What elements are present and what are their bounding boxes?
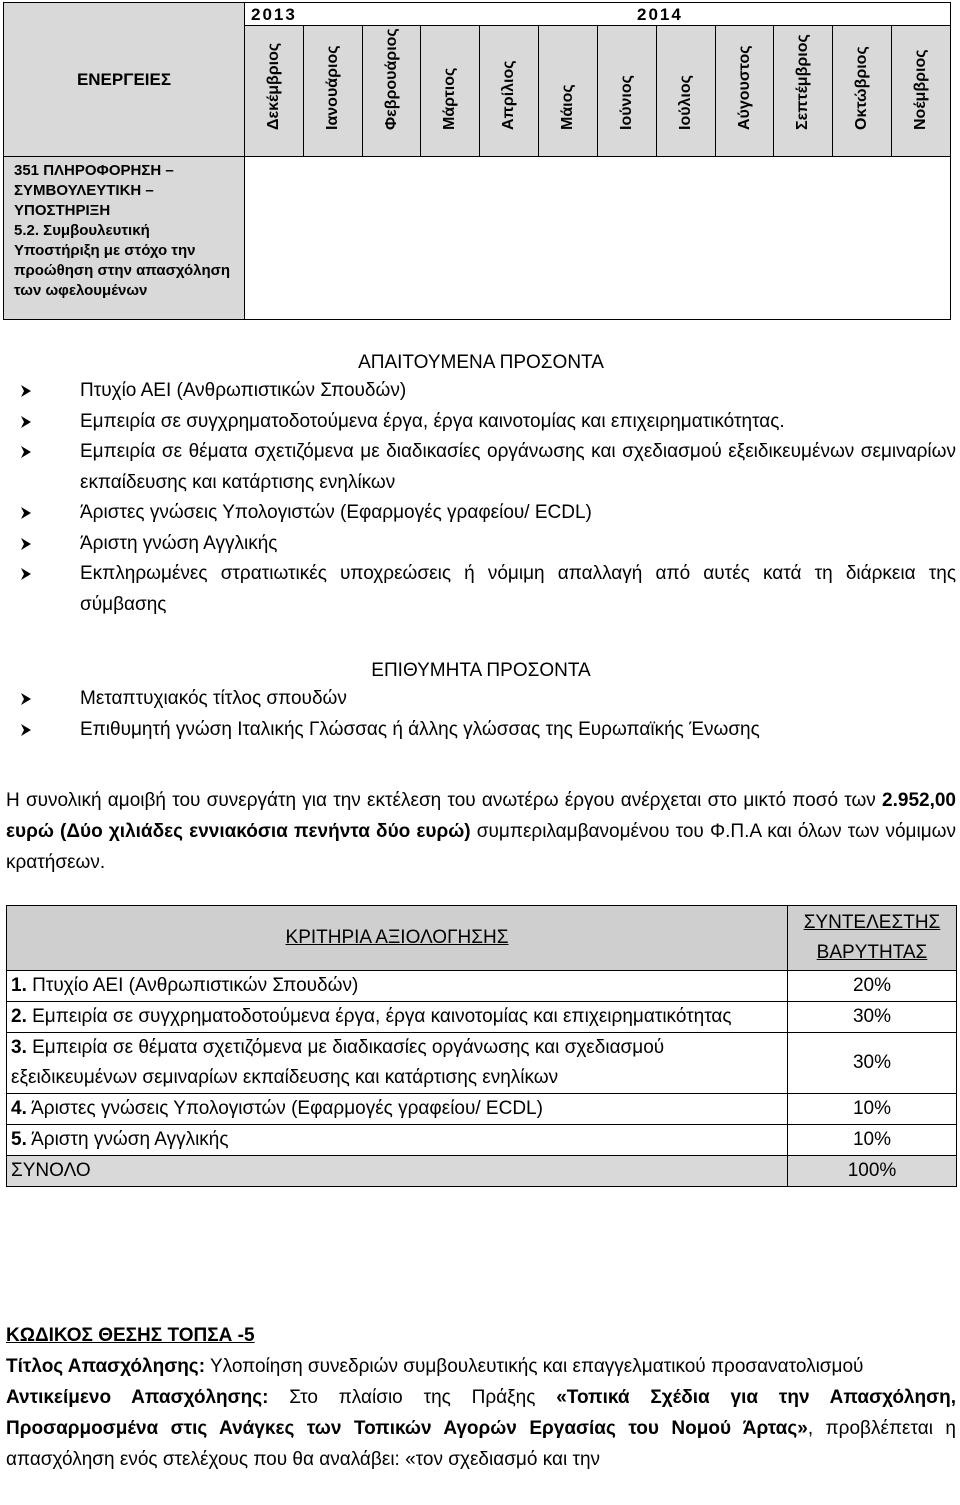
list-item: Άριστη γνώση Αγγλικής [6,529,956,560]
activity-description: 5.2. Συμβουλευτική Υποστήριξη με στόχο την προώθηση στην απασχόληση των ωφελουμένων [14,222,231,299]
desired-section [6,660,956,745]
table-row: 1. Πτυχίο ΑΕΙ (Ανθρωπιστικών Σπουδών) 20% [7,971,957,1002]
list-item: Πτυχίο ΑΕΙ (Ανθρωπιστικών Σπουδών) [6,376,956,407]
activities-header: ΕΝΕΡΓΕΙΕΣ [4,3,245,157]
desired-title: ΕΠΙΘΥΜΗΤΑ ΠΡΟΣΟΝΤΑ [371,660,591,681]
list-item: Εκπληρωμένες στρατιωτικές υποχρεώσεις ή νόμιμη απαλλαγή από αυτές κατά τη διάρκεια της σύμβασης [6,559,956,620]
list-item: Μεταπτυχιακός τίτλος σπουδών [6,684,956,715]
month-header: Οκτώβριος [833,26,892,157]
list-item: Εμπειρία σε θέματα σχετιζόμενα με διαδικασίες οργάνωσης και σχεδιασμού εξειδικευμένων σεμιναρίων εκπαίδευσης και κατάρτισης ενηλίκων [6,437,956,498]
position-code: ΚΩΔΙΚΟΣ ΘΕΣΗΣ ΤΟΠΣΑ -5 [6,1325,255,1346]
month-header: Ιούλιος [656,26,715,157]
total-row [7,1156,957,1187]
year-2014: 2014 [637,5,683,24]
activity-cell [4,157,245,320]
month-header: Ιανουάριος [303,26,362,157]
position-title: Τίτλος Απασχόλησης: Υλοποίηση συνεδριών συμβουλευτικής και επαγγελματικού προσανατολισμού [6,1356,864,1377]
arrow-bullet-icon [20,385,32,397]
position-section [6,1320,956,1475]
arrow-bullet-icon [20,693,32,705]
month-header: Νοέμβριος [892,26,951,157]
table-row: 5. Άριστη γνώση Αγγλικής 10% [7,1125,957,1156]
arrow-bullet-icon [20,416,32,428]
list-item: Εμπειρία σε συγχρηματοδοτούμενα έργα, έργα καινοτομίας και επιχειρηματικότητας. [6,407,956,438]
fee-amount: 2.952,00 ευρώ (Δύο χιλιάδες εννιακόσια πενήντα δύο ευρώ) [6,790,956,842]
fee-paragraph: Η συνολική αμοιβή του συνεργάτη για την εκτέλεση του ανωτέρω έργου ανέρχεται στο μικτό ποσό των 2.952,00 ευρώ (Δύο χιλιάδες εννιακόσια πενήντα δύο ευρώ) συμπεριλαμβανομένου του Φ.Π.Α και όλων των νόμιμων κρατήσεων. [6,790,956,873]
arrow-bullet-icon [20,507,32,519]
list-item: Άριστες γνώσεις Υπολογιστών (Εφαρμογές γραφείου/ ECDL) [6,498,956,529]
month-header: Σεπτέμβριος [774,26,833,157]
arrow-bullet-icon [20,724,32,736]
month-header: Δεκέμβριος [245,26,304,157]
timeline-table [3,2,951,320]
month-header: Μάιος [539,26,598,157]
list-item: Επιθυμητή γνώση Ιταλικής Γλώσσας ή άλλης γλώσσας της Ευρωπαϊκής Ένωσης [6,715,956,746]
arrow-bullet-icon [20,568,32,580]
required-section [6,352,956,620]
total-value: 100% [788,1156,957,1187]
weight-header: ΣΥΝΤΕΛΕΣΤΗΣ ΒΑΡΥΤΗΤΑΣ [788,906,957,971]
month-header: Μάρτιος [421,26,480,157]
table-row: 3. Εμπειρία σε θέματα σχετιζόμενα με διαδικασίες οργάνωσης και σχεδιασμού εξειδικευμένων σεμιναρίων εκπαίδευσης και κατάρτισης ενηλίκων 30% [7,1033,957,1094]
criteria-header: ΚΡΙΤΗΡΙΑ ΑΞΙΟΛΟΓΗΣΗΣ [7,906,788,971]
activity-code: 351 ΠΛΗΡΟΦΟΡΗΣΗ – ΣΥΜΒΟΥΛΕΥΤΙΚΗ – ΥΠΟΣΤΗΡΙΞΗ [14,162,174,219]
month-header: Αύγουστος [715,26,774,157]
month-header: Απρίλιος [480,26,539,157]
arrow-bullet-icon [20,446,32,458]
month-header: Ιούνιος [597,26,656,157]
criteria-table [6,905,957,1187]
year-2013: 2013 [251,5,297,24]
position-object: Αντικείμενο Απασχόλησης: Στο πλαίσιο της Πράξης «Τοπικά Σχέδια για την Απασχόληση, Προσαρμοσμένα στις Ανάγκες των Τοπικών Αγορών Εργασίας του Νομού Άρτας», προβλέπεται η απασχόληση ενός στελέχους που θα αναλάβει: «τον σχεδιασμό και την [6,1387,956,1470]
total-label: ΣΥΝΟΛΟ [7,1156,788,1187]
required-list [6,376,956,620]
desired-list [6,684,956,745]
arrow-bullet-icon [20,538,32,550]
month-header: Φεβρουάριος [362,26,421,157]
table-row: 4. Άριστες γνώσεις Υπολογιστών (Εφαρμογές γραφείου/ ECDL) 10% [7,1094,957,1125]
required-title: ΑΠΑΙΤΟΥΜΕΝΑ ΠΡΟΣΟΝΤΑ [358,352,604,373]
year-row [245,3,951,26]
timeline-body [245,157,951,320]
table-row: 2. Εμπειρία σε συγχρηματοδοτούμενα έργα, έργα καινοτομίας και επιχειρηματικότητας 30% [7,1002,957,1033]
